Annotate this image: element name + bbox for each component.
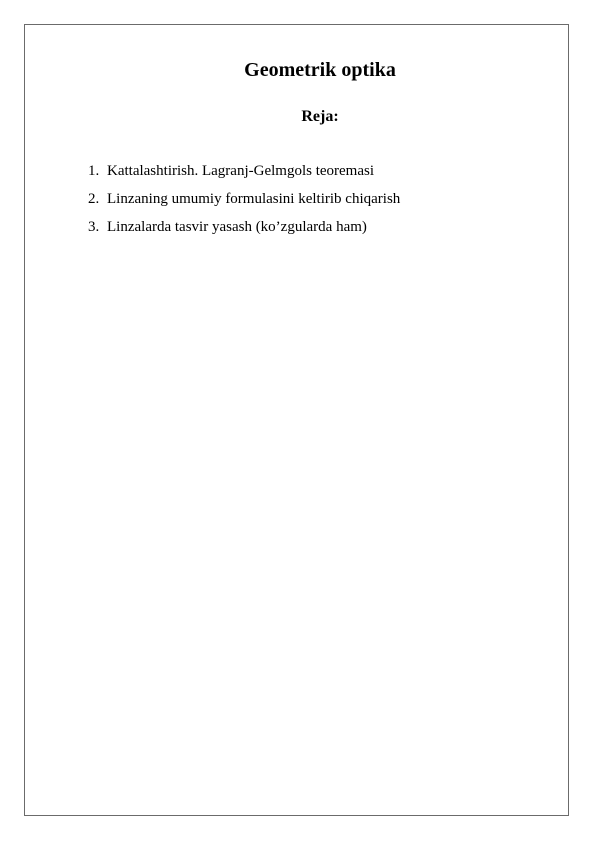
list-item-text: Kattalashtirish. Lagranj-Gelmgols teoremasi <box>107 163 375 179</box>
list-item-number: 3. <box>88 219 100 235</box>
list-item <box>88 190 400 218</box>
plan-heading: Reja: <box>301 108 339 125</box>
page-border <box>24 24 569 816</box>
list-item-number: 1. <box>88 163 100 179</box>
list-item-text: Linzalarda tasvir yasash (ko’zgularda ham) <box>107 219 367 235</box>
plan-list <box>88 162 400 246</box>
list-item-number: 2. <box>88 191 100 207</box>
list-item <box>88 218 400 246</box>
list-item-text: Linzaning umumiy formulasini keltirib chiqarish <box>107 191 401 207</box>
page-title: Geometrik optika <box>244 59 396 81</box>
list-item <box>88 162 400 190</box>
